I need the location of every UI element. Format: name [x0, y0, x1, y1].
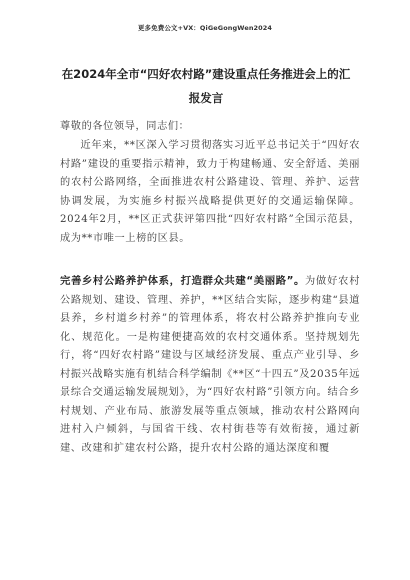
header-note: 更多免费公文+VX：QiGeGongWen2024	[137, 24, 273, 32]
paragraph-2-lead: 完善乡村公路养护体系，打造群众共建“美丽路”。	[60, 275, 305, 287]
salutation: 尊敬的各位领导，同志们：	[60, 121, 190, 132]
paragraph-1: 近年来，**区深入学习贯彻落实习近平总书记关于“四好农村路”建设的重要指示精神，致力于构建畅通、安全舒适、美丽的农村公路网络，全面推进农村公路建设、管理、养护、运营协调发展，为实施乡村振兴战略提供更好的交通运输保障。2024年2月，**区正式获评第四批“四好农村路”全国示范县，成为**市唯一上榜的区县。	[60, 140, 360, 244]
paragraph-2	[60, 272, 360, 458]
paragraph-2-body: 为做好农村公路规划、建设、管理、养护，**区结合实际，逐步构建“县道县养，乡村道乡村养”的管理体系，将农村公路养护推向专业化、规范化。一是构建便捷高效的农村交通体系。坚持规划先行，将“四好农村路”建设与区域经济发展、重点产业引导、乡村振兴战略实施有机结合科学编制《**区“十四五”及2035年远景综合交通运输发展规划》，为“四好农村路”引领方向。结合乡村规划、产业布局、旅游发展等重点领域，推动农村公路网向进村入户倾斜，与国省干线、农村街巷等有效衔接，通过新建、改建和扩建农村公路，提升农村公路的通达深度和覆	[60, 276, 361, 454]
document-title: 在2024年全市“四好农村路”建设重点任务推进会上的汇报发言	[61, 67, 351, 105]
